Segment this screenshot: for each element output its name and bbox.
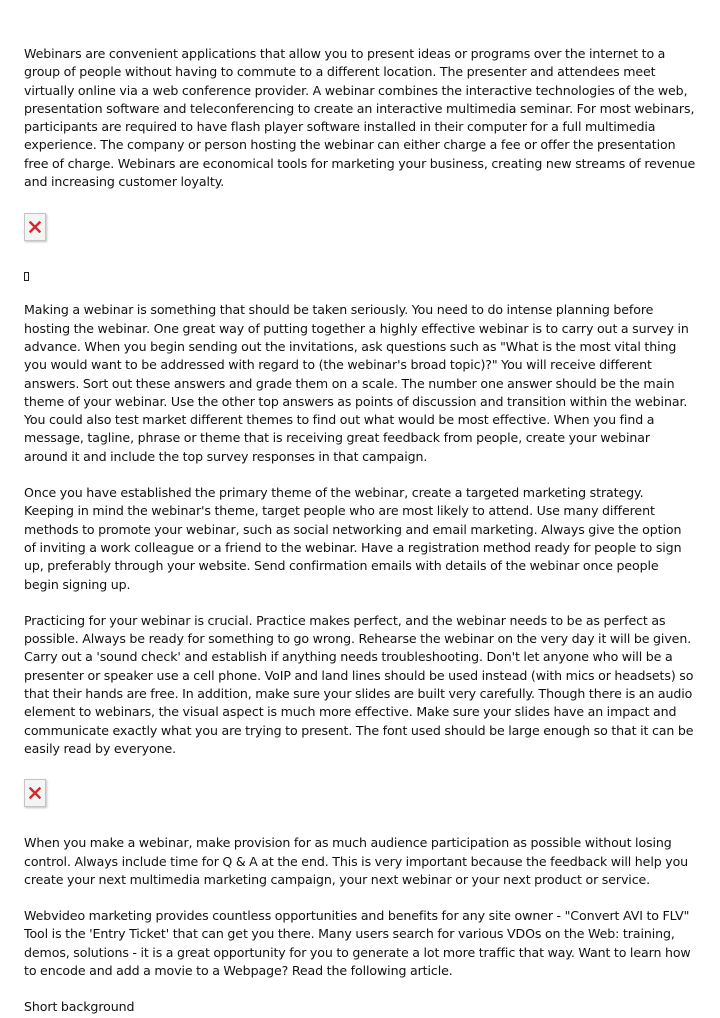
broken-image-icon [24,779,46,807]
article-body [24,45,696,1017]
broken-image-icon [24,213,46,241]
paragraph-planning: Making a webinar is something that should be taken seriously. You need to do intense planning before hosting the webinar. One great way of putting together a highly effective webinar is to carry out a survey in advance. When you begin sending out the invitations, ask questions such as "What is the most vital thing you would want to be addressed with regard to (the webinar's broad topic)?" You will receive different answers. Sort out these answers and grade them on a scale. The number one answer should be the main theme of your webinar. Use the other top answers as points of discussion and transition within the webinar. You could also test market different themes to find out what would be most effective. When you find a message, tagline, phrase or theme that is receiving great feedback from people, create your webinar around it and include the top survey responses in that campaign. [24,302,689,464]
paragraph-intro: Webinars are convenient applications that allow you to present ideas or programs over the internet to a group of people without having to commute to a different location. The presenter and attendees meet virtually online via a web conference provider. A webinar combines the interactive technologies of the web, presentation software and teleconferencing to create an interactive multimedia seminar. For most webinars, participants are required to have flash player software installed in their computer for a full multimedia experience. The company or person hosting the webinar can either charge a fee or offer the presentation free of charge. Webinars are economical tools for marketing your business, creating new streams of revenue and increasing customer loyalty. [24,46,696,190]
paragraph-practice: Practicing for your webinar is crucial. Practice makes perfect, and the webinar needs to be as perfect as possible. Always be ready for something to go wrong. Rehearse the webinar on the very day it will be given. Carry out a 'sound check' and establish if anything needs troubleshooting. Don't let anyone who will be a presenter or speaker use a cell phone. VoIP and land lines should be used instead (with mics or headsets) so that their hands are free. In addition, make sure your slides are built very carefully. Though there is an audio element to webinars, the visual aspect is much more effective. Make sure your slides have an impact and communicate exactly what you are trying to present. The font used should be large enough so that it can be easily read by everyone. [24,612,694,756]
paragraph-short-background: Short background [24,999,135,1015]
missing-glyph-icon [24,266,696,278]
paragraph-audience-participation: When you make a webinar, make provision for as much audience participation as possible without losing control. Always include time for Q & A at the end. This is very important because the feedback will help you create your next multimedia marketing campaign, your next webinar or your next product or service. [24,835,689,887]
paragraph-marketing-strategy: Once you have established the primary theme of the webinar, create a targeted marketing strategy. Keeping in mind the webinar's theme, target people who are most likely to attend. Use many different methods to promote your webinar, such as social networking and email marketing. Always give the option of inviting a work colleague or a friend to the webinar. Have a registration method ready for people to sign up, preferably through your website. Send confirmation emails with details of the webinar once people begin signing up. [24,485,682,592]
paragraph-webvideo-marketing: Webvideo marketing provides countless opportunities and benefits for any site owner - "Convert AVI to FLV" Tool is the 'Entry Ticket' that can get you there. Many users search for various VDOs on the Web: training, demos, solutions - it is a great opportunity for you to generate a lot more traffic that way. Want to learn how to encode and add a movie to a Webpage? Read the following article. [24,908,691,978]
